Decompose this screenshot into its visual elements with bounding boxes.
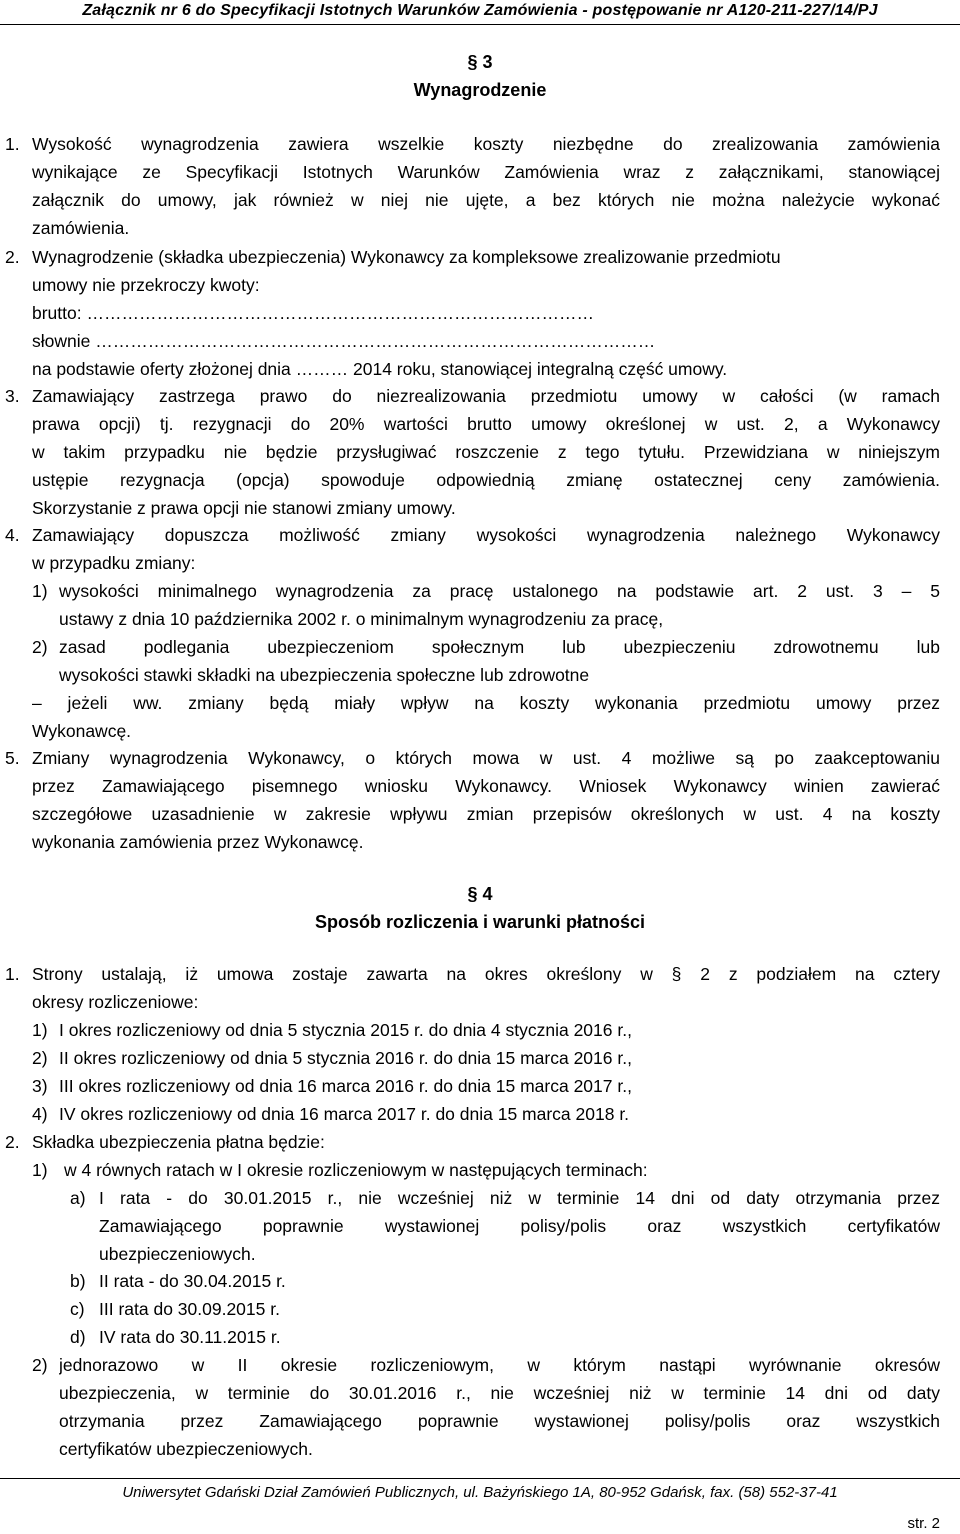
page-header xyxy=(0,2,960,20)
s3-item-1-line: ustawy z dnia 10 października 2002 r. o minimalnym wynagrodzeniu za pracę, xyxy=(59,608,664,629)
installments-number: 1) xyxy=(32,1160,48,1180)
single-payment-line: jednorazowo w II okresie rozliczeniowym, w którym nastąpi wyrównanie okresów xyxy=(59,1355,940,1375)
s3-item-2-line: wysokości stawki składki na ubezpieczenia społeczne lub zdrowotne xyxy=(59,664,590,685)
rate-a xyxy=(99,1185,940,1269)
rate-c: III rata do 30.09.2015 r. xyxy=(99,1299,280,1319)
s3-para-1-line: załącznik do umowy, jak również w niej nie ujęte, a bez których nie można należycie wykonać xyxy=(32,189,940,210)
s3-para-4-tail-line: Wykonawcę. xyxy=(32,720,132,741)
s4-para-1-line: Strony ustalają, iż umowa zostaje zawarta na okres określony w § 2 z podziałem na cztery xyxy=(32,964,940,984)
s3-para-3-line: Skorzystanie z prawa opcji nie stanowi zmiany umowy. xyxy=(32,497,456,518)
rate-letter: c) xyxy=(70,1299,85,1319)
s3-para-5-line: przez Zamawiającego pisemnego wniosku Wykonawcy. Wniosek Wykonawcy winien zawierać xyxy=(32,775,940,796)
footer-rule xyxy=(0,1478,960,1479)
page-number: str. 2 xyxy=(907,1515,940,1532)
rate-d: IV rata do 30.11.2015 r. xyxy=(99,1327,281,1347)
s3-item-2 xyxy=(59,634,940,690)
s4-para-2-number: 2. xyxy=(5,1132,20,1152)
settlement-period: IV okres rozliczeniowy od dnia 16 marca 2017 r. do dnia 15 marca 2018 r. xyxy=(59,1104,630,1124)
rate-letter: d) xyxy=(70,1327,86,1347)
s3-para-4-line: Zamawiający dopuszcza możliwość zmiany wysokości wynagrodzenia należnego Wykonawcy xyxy=(32,525,940,545)
section-3-title: Wynagrodzenie xyxy=(413,80,547,100)
s3-para-3-line: prawa opcji) tj. rezygnacji do 20% wartości brutto umowy określonej w ust. 2, a Wykonawcy xyxy=(32,413,940,434)
header-rule xyxy=(0,24,960,25)
single-payment-line: otrzymania przez Zamawiającego poprawnie wystawionej polisy/polis oraz wszystkich xyxy=(59,1410,940,1431)
header-reference: do Specyfikacji Istotnych Warunków Zamówienia - postępowanie nr A120-211-227/14/PJ xyxy=(195,2,878,19)
s4-para-1-number: 1. xyxy=(5,964,20,984)
s3-para-5-line: wykonania zamówienia przez Wykonawcę. xyxy=(32,831,364,852)
s3-para-3-line: w takim przypadku nie będzie przysługiwać roszczenie z tego tytułu. Przewidziana w niniejszym xyxy=(32,441,940,462)
s3-item-1 xyxy=(59,578,940,634)
s3-para-1-line: zamówienia. xyxy=(32,217,130,238)
s3-para-3-line: Zamawiający zastrzega prawo do niezrealizowania przedmiotu umowy w całości (w ramach xyxy=(32,386,940,406)
rate-letter: a) xyxy=(70,1188,86,1208)
section-4-mark: § 4 xyxy=(467,884,493,904)
amount-in-words-field: słownie …………………………………………………………………………………… xyxy=(32,330,656,351)
section-4-title: Sposób rozliczenia i warunki płatności xyxy=(314,912,646,932)
s3-item-1-number: 1) xyxy=(32,581,48,601)
offer-date-line: na podstawie oferty złożonej dnia ……… 2014 roku, stanowiącej integralną część umowy. xyxy=(32,358,728,379)
s3-para-5-number: 5. xyxy=(5,748,20,768)
period-number: 1) xyxy=(32,1020,48,1040)
s3-para-4-tail xyxy=(32,690,940,746)
s3-para-3-line: ustępie rezygnacja (opcja) spowoduje odpowiednią zmianę ostatecznej ceny zamówienia. xyxy=(32,469,940,490)
single-payment-line: certyfikatów ubezpieczeniowych. xyxy=(59,1438,313,1459)
s3-para-1-line: Wysokość wynagrodzenia zawiera wszelkie koszty niezbędne do zrealizowania zamówienia xyxy=(32,134,940,154)
period-number: 2) xyxy=(32,1048,48,1068)
settlement-period: I okres rozliczeniowy od dnia 5 stycznia 2015 r. do dnia 4 stycznia 2016 r., xyxy=(59,1020,632,1040)
section-3-mark: § 3 xyxy=(467,52,493,72)
rate-a-line: I rata - do 30.01.2015 r., nie wcześniej niż w terminie 14 dni od daty otrzymania przez xyxy=(99,1188,940,1208)
s3-para-2-number: 2. xyxy=(5,247,20,267)
page-footer: Uniwersytet Gdański Dział Zamówień Publicznych, ul. Bażyńskiego 1A, 80-952 Gdańsk, fax. (58) 552-37-41 xyxy=(122,1484,838,1501)
settlement-period: II okres rozliczeniowy od dnia 5 stycznia 2016 r. do dnia 15 marca 2016 r., xyxy=(59,1048,632,1068)
rate-b: II rata - do 30.04.2015 r. xyxy=(99,1271,286,1291)
s3-para-1-line: wynikające ze Specyfikacji Istotnych Warunków Zamówienia wraz z załącznikami, stanowiącej xyxy=(32,161,940,182)
s3-para-4-tail-line: – jeżeli ww. zmiany będą miały wpływ na koszty wykonania przedmiotu umowy przez xyxy=(32,693,940,713)
installments-text: w 4 równych ratach w I okresie rozliczeniowym w następujących terminach: xyxy=(64,1160,648,1180)
gross-amount-field: brutto: …………………………………………………………………………… xyxy=(32,302,594,323)
s3-para-4-number: 4. xyxy=(5,525,20,545)
s3-para-5-line: Zmiany wynagrodzenia Wykonawcy, o których mowa w ust. 4 możliwe są po zaakceptowaniu xyxy=(32,748,940,768)
s3-item-1-line: wysokości minimalnego wynagrodzenia za pracę ustalonego na podstawie art. 2 ust. 3 – 5 xyxy=(59,581,940,601)
attachment-label: Załącznik nr 6 xyxy=(82,2,191,19)
single-payment xyxy=(59,1352,940,1464)
s3-para-5-line: szczegółowe uzasadnienie w zakresie wpływu zmian przepisów określonych w ust. 4 na koszty xyxy=(32,803,940,824)
rate-letter: b) xyxy=(70,1271,86,1291)
single-payment-line: ubezpieczenia, w terminie do 30.01.2016 r., nie wcześniej niż w terminie 14 dni od daty xyxy=(59,1382,940,1403)
s3-para-2-line: umowy nie przekroczy kwoty: xyxy=(32,274,260,295)
s3-item-2-line: zasad podlegania ubezpieczeniom społecznym lub ubezpieczeniu zdrowotnemu lub xyxy=(59,637,940,657)
s3-para-1-number: 1. xyxy=(5,134,20,154)
s4-para-2-line: Składka ubezpieczenia płatna będzie: xyxy=(32,1132,325,1152)
s3-item-2-number: 2) xyxy=(32,637,48,657)
s3-para-4-line: w przypadku zmiany: xyxy=(32,552,196,573)
rate-a-line: Zamawiającego poprawnie wystawionej polisy/polis oraz wszystkich certyfikatów xyxy=(99,1215,940,1236)
rate-a-line: ubezpieczeniowych. xyxy=(99,1243,256,1264)
s3-para-3-number: 3. xyxy=(5,386,20,406)
settlement-period: III okres rozliczeniowy od dnia 16 marca 2016 r. do dnia 15 marca 2017 r., xyxy=(59,1076,632,1096)
period-number: 3) xyxy=(32,1076,48,1096)
s4-para-1-line: okresy rozliczeniowe: xyxy=(32,991,199,1012)
s3-para-2-line: Wynagrodzenie (składka ubezpieczenia) Wykonawcy za kompleksowe zrealizowanie przedmiotu xyxy=(32,247,781,267)
single-payment-number: 2) xyxy=(32,1355,48,1375)
period-number: 4) xyxy=(32,1104,48,1124)
